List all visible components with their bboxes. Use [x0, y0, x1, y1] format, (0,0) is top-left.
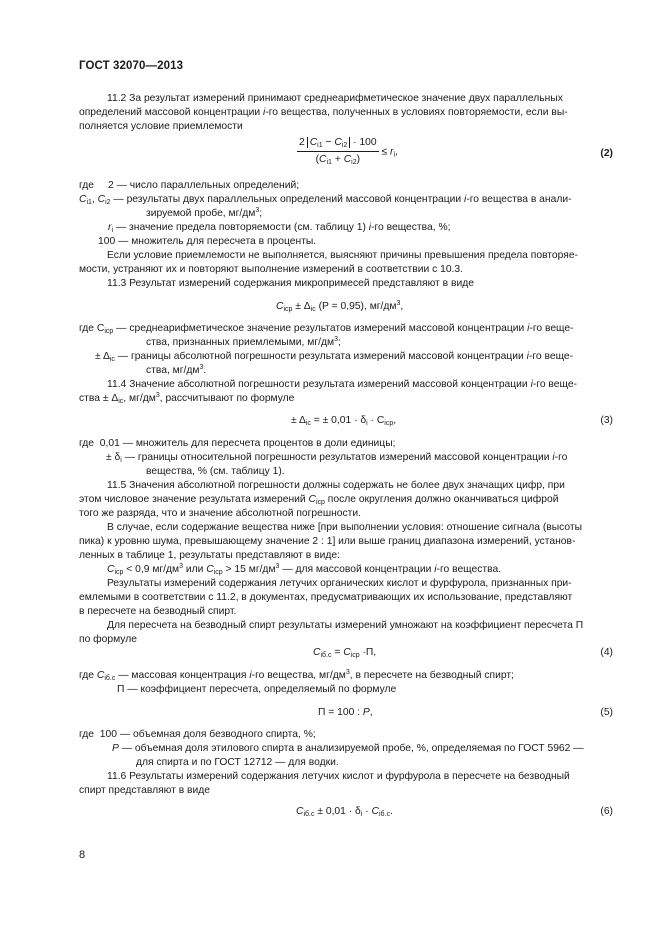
paragraph-11-5-line1: 11.5 Значения абсолютной погрешности должны содержать не более двух значащих цифр, при [107, 480, 565, 491]
where1-row2-cont: зируемой пробе, $мг/дм^3$; [146, 207, 263, 219]
where3-row2-cont: вещества, % (см. таблицу 1). [146, 466, 285, 477]
formula-2: $\frac{2 C_{i1} - C_{i2} \cdot 100}{(C_{i1} + C_{i2})}$ ≤ $r_i$, [299, 137, 398, 167]
paragraph-volatile-acids-line1: Результаты измерений содержания летучих органических кислот и фурфурола, признанных при- [107, 578, 572, 589]
paragraph-below-range-line2: пика) к уровню шума, превышающему значение 2 : 1] или выше границ диапазона измерений, установ- [79, 536, 576, 547]
paragraph-below-range-line4: $C_{iср} < 0,9$ $мг/дм^3$ или $C_{iср} > 15$ $мг/дм^3$ — для массовой концентрации i-го вещества. [107, 563, 502, 576]
formula-5-number: (5) [600, 707, 613, 718]
where1-row3: $r_i$ — значение предела повторяемости (см. таблицу 1) i-го вещества, %; [108, 222, 451, 234]
where-label: где [79, 180, 95, 191]
formula-5: П = 100 : P, [318, 707, 373, 718]
where2-row2-cont: ства, $мг/дм^3$. [146, 364, 207, 376]
paragraph-11-6-line2: спирт представляют в виде [79, 785, 211, 796]
paragraph-11-2-line1: 11.2 За результат измерений принимают среднеарифметическое значение двух параллельных [107, 93, 563, 104]
where3-row1: где 0,01 — множитель для пересчета процентов в доли единицы; [79, 438, 396, 449]
paragraph-recalc-line2: по формуле [79, 634, 137, 645]
paragraph-recalc-line1: Для пересчета на безводный спирт результаты измерений умножают на коэффициент пересчета П [107, 620, 584, 631]
formula-3: ± $\Delta_{iс}$ = ± $0,01 \cdot \delta_i \cdot C_{iср}$, [291, 415, 397, 427]
paragraph-11-6-line1: 11.6 Результаты измерений содержания летучих кислот и фурфурола в пересчете на безводный [107, 771, 570, 782]
paragraph-11-3: 11.3 Результат измерений содержания микропримесей представляют в виде [107, 278, 474, 289]
where2-row1-cont: ства, признанных приемлемыми, $мг/дм^3$; [146, 336, 341, 348]
paragraph-below-range-line3: ленных в таблице 1, результаты представляют в виде: [79, 550, 340, 561]
paragraph-repeatability-line1: Если условие приемлемости не выполняется, выясняют причины превышения предела повторяе- [107, 250, 578, 261]
paragraph-11-2-line2: определений массовой концентрации i-го вещества, полученных в условиях повторяемости, если вы- [79, 107, 568, 118]
where1-row2: $C_{i1}$, $C_{i2}$ — результаты двух параллельных определений массовой концентрации i-го вещества в анали- [79, 194, 572, 206]
where4-row1: где $C_{iб.с}$ — массовая концентрация i-го вещества, $мг/дм^3$, в пересчете на безводный спирт; [79, 669, 514, 682]
formula-result: $C_{iср} \pm \Delta_{iс}$ (P = 0,95), $мг/дм^3$, [276, 300, 404, 313]
paragraph-11-2-line3: полняется условие приемлемости [79, 121, 243, 132]
where2-row2: ± $\Delta_{iс}$ — границы абсолютной погрешности результата измерений массовой концентрации i-го веще- [95, 351, 574, 363]
paragraph-repeatability-line2: мости, устраняют их и повторяют выполнение измерений в соответствии с 10.3. [79, 264, 464, 275]
paragraph-below-range-line1: В случае, если содержание вещества ниже [при выполнении условия: отношение сигнала (высоты [107, 522, 583, 533]
where2-row1: где $C_{iср}$ — среднеарифметическое значение результатов измерений массовой концентрации i-го веще- [79, 323, 574, 335]
page-number: 8 [79, 849, 86, 861]
where5-row2-cont: для спирта и по ГОСТ 12712 — для водки. [136, 757, 339, 768]
where5-row2: P — объемная доля этилового спирта в анализируемой пробе, %, определяемая по ГОСТ 5962 — [112, 743, 584, 754]
formula-4: $C_{iб.с} = C_{iср} \cdot П$, [313, 647, 377, 659]
where3-row2: ± $\delta_i$ — границы относительной погрешности результатов измерений массовой концентрации i-го [106, 452, 568, 464]
document-header: ГОСТ 32070—2013 [79, 60, 184, 72]
paragraph-11-5-line2: этом числовое значение результата измерений $C_{iср}$ после округления должно оканчиваться цифрой [79, 494, 559, 506]
paragraph-11-4-line1: 11.4 Значение абсолютной погрешности результата измерений массовой концентрации i-го веще- [107, 379, 577, 390]
formula-4-number: (4) [600, 647, 613, 658]
paragraph-11-4-line2: ства ± $\Delta_{iс}$, $мг/дм^3$, рассчитывают по формуле [79, 392, 295, 405]
paragraph-11-5-line3: того же разряда, что и значение абсолютной погрешности. [79, 508, 361, 519]
where4-row2: П — коэффициент пересчета, определяемый по формуле [117, 684, 397, 695]
formula-6-number: (6) [600, 806, 613, 817]
where5-row1: где 100 — объемная доля безводного спирта, %; [79, 729, 316, 740]
formula-3-number: (3) [600, 415, 613, 426]
paragraph-volatile-acids-line3: в пересчете на безводный спирт. [79, 606, 237, 617]
paragraph-volatile-acids-line2: емлемыми в соответствии с 11.2, в документах, предусматривающих их использование, представляют [79, 592, 573, 603]
where1-row4: 100 — множитель для пересчета в проценты. [98, 236, 317, 247]
where1-row1: 2 — число параллельных определений; [108, 180, 300, 191]
formula-6: $C_{iб.с} \pm 0,01 \cdot \delta_i \cdot C_{iб.с}$. [296, 806, 393, 818]
formula-2-number: (2) [600, 148, 613, 159]
